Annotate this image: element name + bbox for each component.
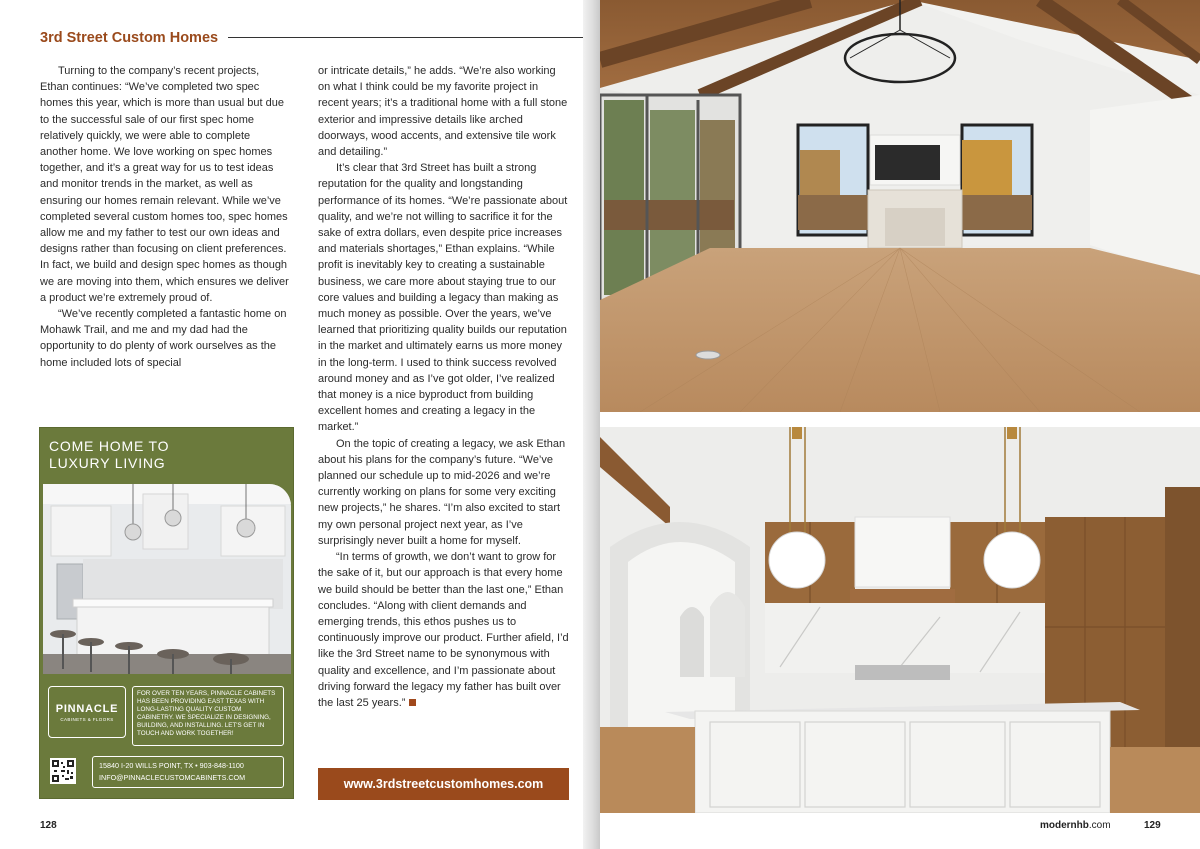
article-column-1 <box>40 63 290 371</box>
left-page <box>0 0 583 849</box>
site-name: modernhb <box>1040 820 1089 831</box>
title-rule <box>228 37 600 38</box>
article-paragraph-text: “In terms of growth, we don’t want to grow for the sake of it, but our approach is that every home we build should be better than the last one,” Ethan concludes. “Along with client demands and emerging trends, this ethos pushes us to continuously improve our product. Further afield, I’d like the 3rd Street name to be synonymous with quality and excellence, and I’m passionate about driving forward the legacy my father has built over the last 25 years.” <box>318 551 569 709</box>
kitchen-photo <box>600 427 1200 813</box>
end-mark-icon <box>409 699 416 706</box>
left-page-number: 128 <box>40 820 57 831</box>
pinnacle-logo <box>48 686 126 738</box>
ad-email[interactable]: INFO@PINNACLECUSTOMCABINETS.COM <box>99 772 246 782</box>
ad-headline-line-2: LUXURY LIVING <box>49 455 166 471</box>
ad-kitchen-photo <box>43 484 291 674</box>
article-paragraph-continued: or intricate details,” he adds. “We’re also working on what I think could be my favorite project in recent years; it’s a traditional home with a full stone exterior and impressive details like arched doorways, wood accents, and extensive tile work and detailing.” <box>318 65 568 159</box>
site-footer <box>1040 820 1111 831</box>
article-paragraph: It’s clear that 3rd Street has built a strong reputation for the quality and longstanding performance of its homes. “We’re passionate about quality, and we’re not willing to sacrifice it for the sake of extra dollars, even despite price increases and materials shortages,” Ethan explains. “While profit is inevitably key to creating a sustainable business, we care more about staying true to our core values and building a legacy than making as much money as possible. Over the years, we’ve learned that prioritizing quality builds our reputation in the market and ultimately earns us more money in the long-term. I used to think success revolved around money and as I’ve got older, I’ve realized that money is a nice byproduct from building excellent homes and creating a legacy in the market.” <box>318 162 568 434</box>
pinnacle-advertisement <box>39 427 294 799</box>
article-paragraph-final <box>318 549 569 711</box>
website-banner[interactable]: www.3rdstreetcustomhomes.com <box>318 768 569 800</box>
pinnacle-logo-name: PINNACLE <box>55 702 119 715</box>
article-column-2 <box>318 63 569 711</box>
section-title: 3rd Street Custom Homes <box>40 30 219 46</box>
qr-code-icon[interactable] <box>50 758 76 784</box>
article-paragraph: On the topic of creating a legacy, we ask Ethan about his plans for the company’s future. “We’ve planned our schedule up to mid-2026 and we’re currently working on plans for some very exciting new projects,” he shares. “I’m also excited to start my own personal project next year, as I’ve surprisingly never built a home for myself. <box>318 437 566 547</box>
site-tld: .com <box>1088 820 1111 831</box>
pinnacle-logo-tagline: CABINETS & FLOORS <box>60 716 114 722</box>
article-paragraph: “We’ve recently completed a fantastic home on Mohawk Trail, and me and my dad had the opportunity to do plenty of work ourselves as the home included lots of special <box>40 308 287 369</box>
living-room-photo <box>600 0 1200 412</box>
ad-copy-text: FOR OVER TEN YEARS, PINNACLE CABINETS HAS BEEN PROVIDING EAST TEXAS WITH LONG-LASTING QUALITY CUSTOM CABINETRY. WE SPECIALIZE IN DESIGNING, BUILDING, AND INSTALLING. LET'S GET IN TOUCH AND WORK TOGETHER! <box>132 686 284 746</box>
ad-headline <box>49 438 169 472</box>
ad-headline-line-1: COME HOME TO <box>49 438 170 454</box>
page-gutter <box>583 0 600 849</box>
right-page-number: 129 <box>1144 820 1161 831</box>
ad-contact-info <box>92 756 284 788</box>
ad-address: 15840 I-20 WILLS POINT, TX • 903-848-1100 <box>99 761 244 770</box>
right-page <box>600 0 1200 849</box>
article-paragraph: Turning to the company’s recent projects, Ethan continues: “We’ve completed two spec homes this year, which is more than usual but due to the successful sale of our first spec home relatively quickly, we were able to complete another home. We love working on spec homes together, and it’s a great way for us to test ideas and monitor trends in the market, as well as ensuring our homes remain relevant. While we’ve completed several custom homes too, spec homes allow me and my father to test our own ideas and designs rather than focusing on client preferences. In fact, we build and design spec homes as though we are moving into them, which ensures we deliver a product we’re extremely proud of. <box>40 65 289 304</box>
